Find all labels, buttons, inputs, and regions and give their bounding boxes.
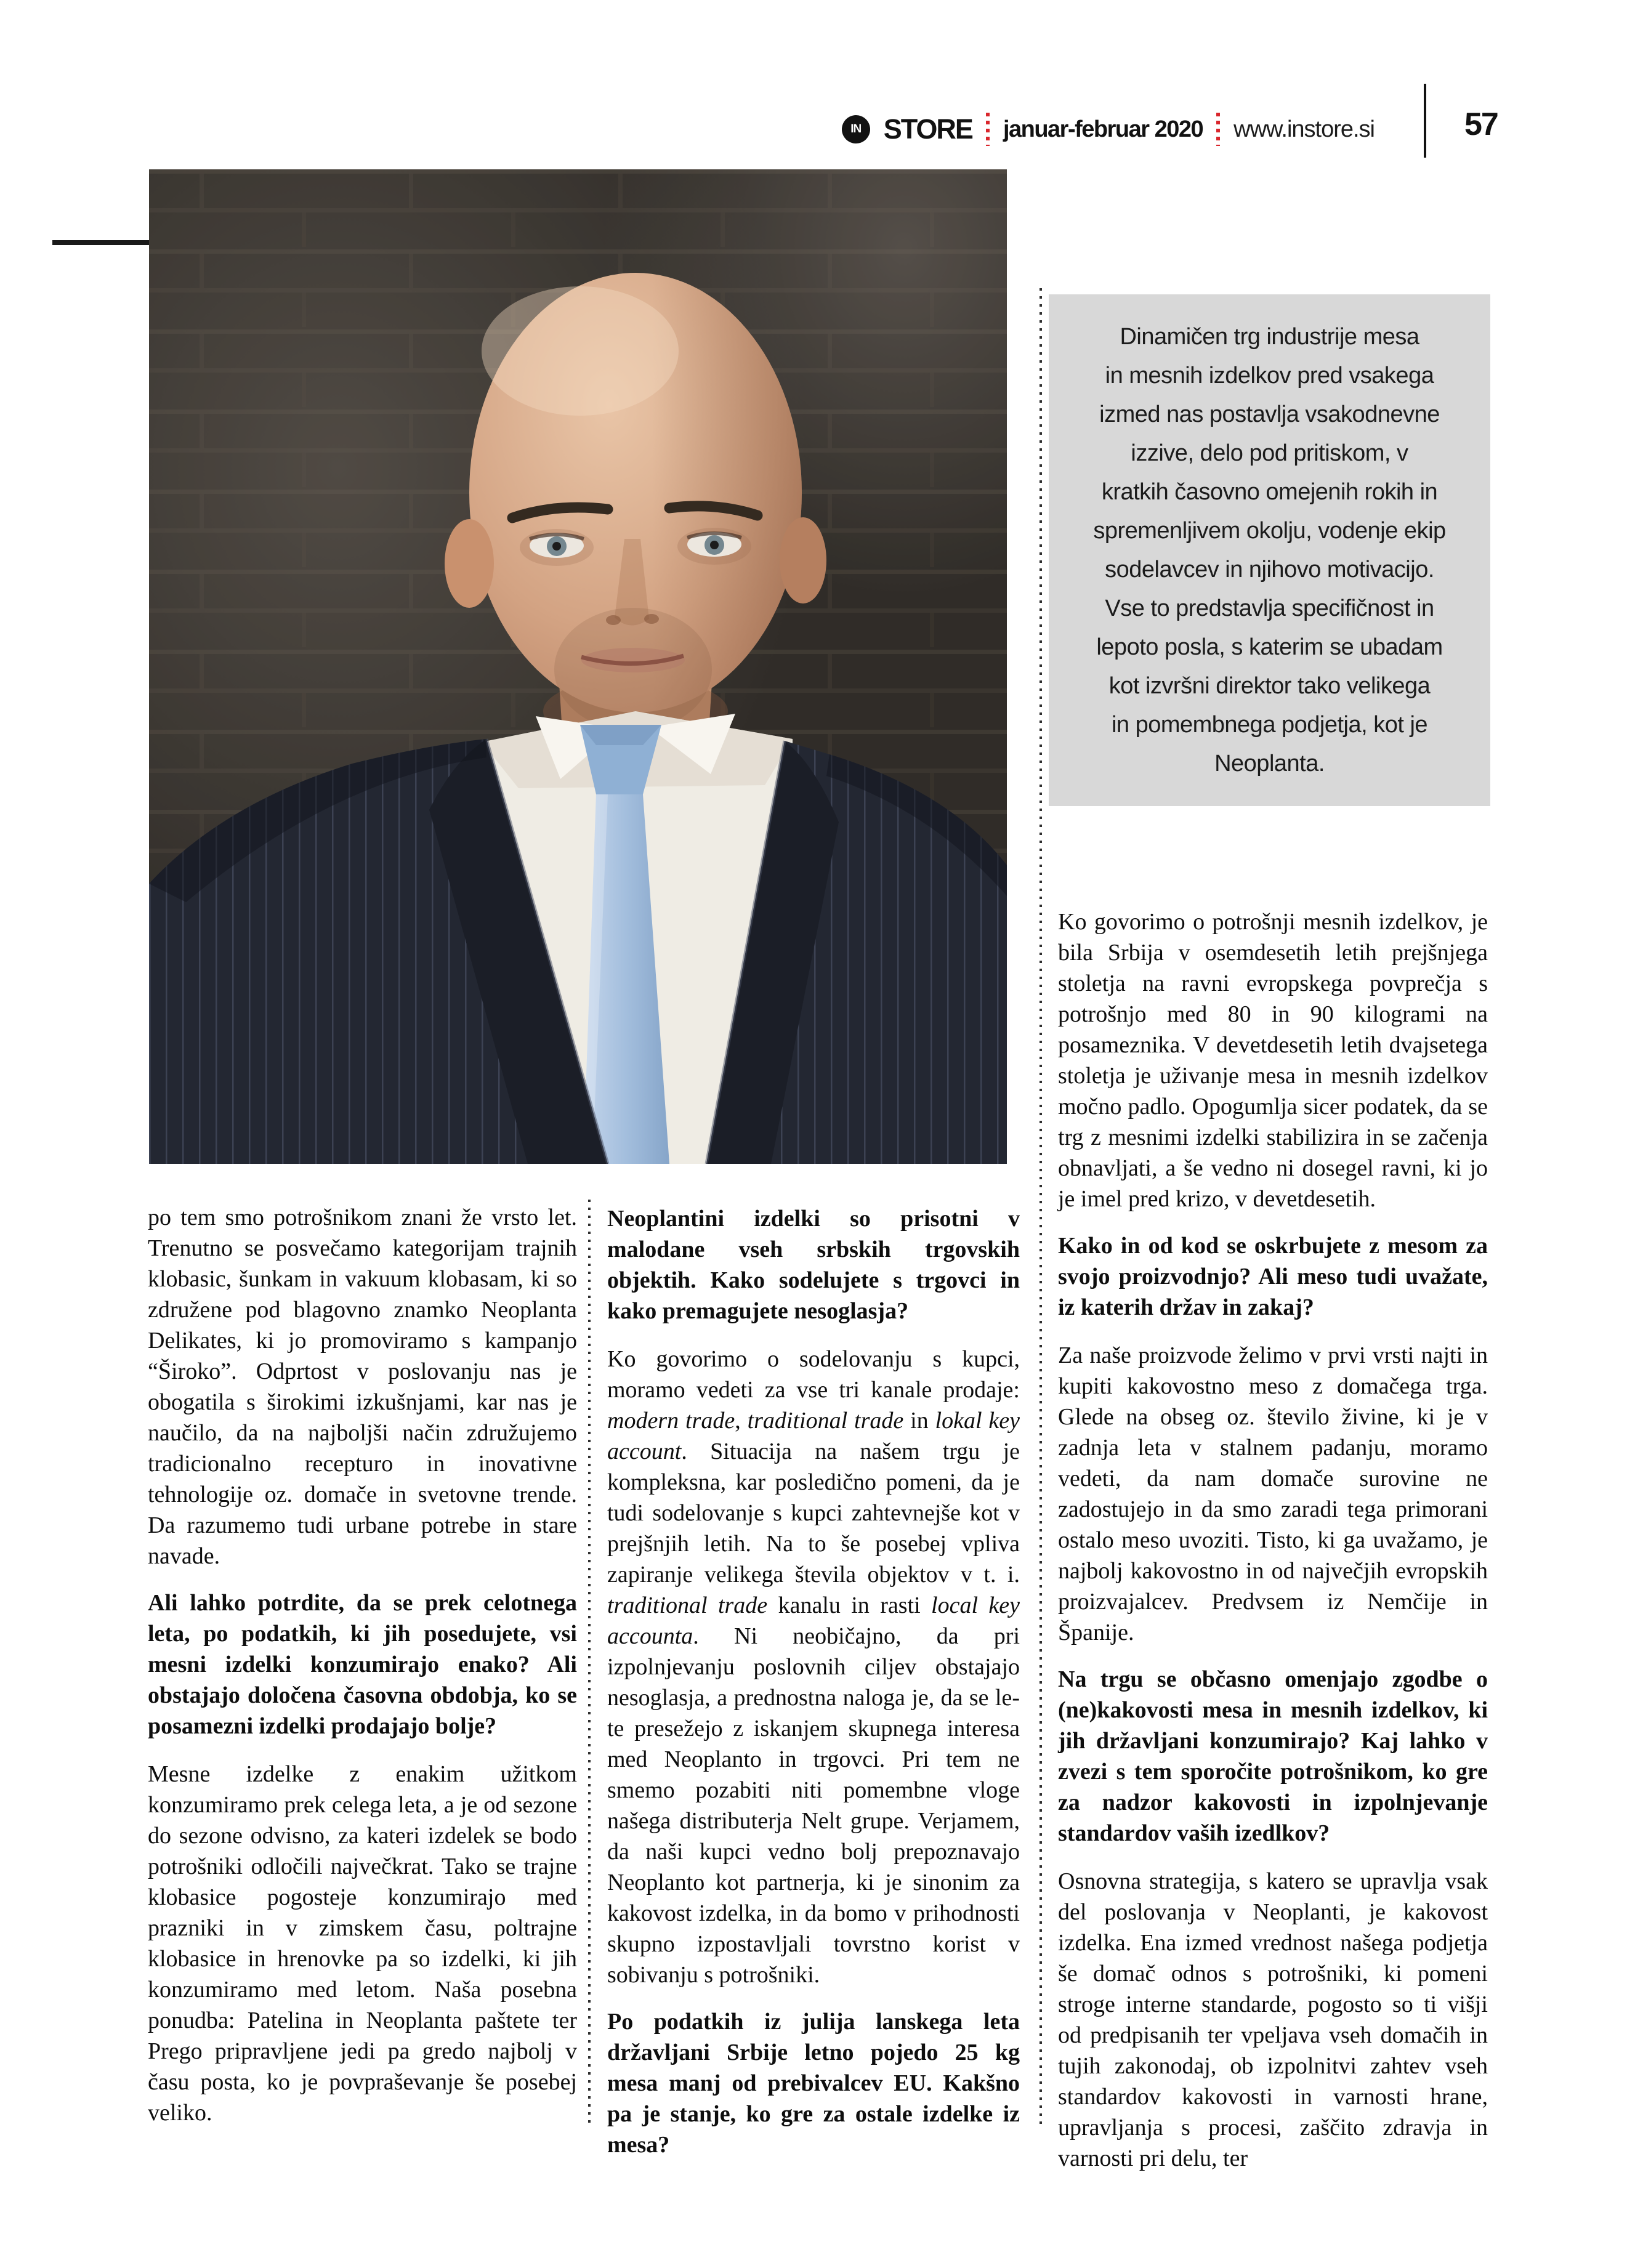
quote-line: Dinamičen trg industrije mesa xyxy=(1120,323,1419,350)
portrait-photo xyxy=(149,169,1007,1164)
quote-line: Neoplanta. xyxy=(1214,750,1325,777)
answer-paragraph: Osnovna strategija, s katero se upravlja vsak del poslovanja v Neoplanti, je kakovost izdelka. Ena izmed vrednost našega podjetja še domač odnos s potrošniki, ki pomeni stroge interne standarde, pogosto so ti višji od predpisanih ter vpeljava vseh domačih in tujih zakonodaj, ob izpolnitvi zahtev vseh standardov kakovosti in varnosti hrane, upravljanja s procesi, zaščito zdravja in varnosti pri delu, ter xyxy=(1058,1868,1488,2171)
quote-line: izmed nas postavlja vsakodnevne xyxy=(1099,401,1440,427)
header-divider-bar xyxy=(1424,84,1426,158)
answer-paragraph: Za naše proizvode želimo v prvi vrsti najti in kupiti kakovostno meso z domačega trga. Glede na obseg oz. število živine, ki je v zadnja leta v stalnem padanju, moramo vedeti, da nam domače surovine ne zadostujejo in da smo zaradi tega primorani ostalo meso uvoziti. Tisto, ki ga uvažamo, je najbolj kakovostno in od največjih evropskih proizvajalcev. Predvsem iz Nemčije in Španije. xyxy=(1058,1342,1488,1645)
magazine-logo-text: STORE xyxy=(883,113,972,145)
answer-text: kanalu in rasti xyxy=(767,1592,932,1618)
answer-text: . Situacija na našem trgu je kompleksna, kar posledično pomeni, da je tudi sodelovanje s kupci zahtevnejše kot v prejšnjih letih. Na to še posebej vpliva zapiranje velikega števila objektov v t. i. xyxy=(607,1439,1020,1588)
trade-term-italic: traditional trade xyxy=(747,1408,904,1434)
quote-line: kot izvršni direktor tako velikega xyxy=(1108,672,1431,699)
answer-paragraph: Mesne izdelke z enakim užitkom konzumiramo prek celega leta, a je od sezone do sezone odvisno, za kateri izdelek se bodo potrošniki odločili največkrat. Tako se trajne klobasice pogosteje konzumirajo med prazniki in v zimskem času, poltrajne klobasice in hrenovke pa so izdelki, ki jih konzumiramo med letom. Naša posebna ponudba: Patelina in Neoplanta paštete ter Prego pripravljene jedi pa gredo najbolj v času posta, ko je povpraševanje še posebej veliko. xyxy=(148,1761,577,2126)
quote-line: lepoto posla, s katerim se ubadam xyxy=(1096,634,1443,660)
quote-line: sodelavcev in njihovo motivacijo. xyxy=(1105,556,1434,583)
answer-paragraph: Ko govorimo o potrošnji mesnih izdelkov, je bila Srbija v osemdesetih letih prejšnjega stoletja na ravni evropskega povprečja s potrošnjo med 80 in 90 kilogrami na posameznika. V devetdesetih letih dvajsetega stoletja je uživanje mesa in mesnih izdelkov močno padlo. Opogumlja sicer podatek, da se trg z mesnimi izdelki stabilizira in se začenja obnavljati, a še vedno ni dosegel ravni, ki jo je imel pred krizo, v devetdesetih. xyxy=(1058,909,1488,1212)
page-header xyxy=(842,113,1375,146)
article-column-2 xyxy=(607,1202,1020,2177)
instore-logo-icon: IN xyxy=(842,115,870,143)
answer-text: in xyxy=(903,1408,935,1434)
article-column-1 xyxy=(148,1202,577,2144)
red-dotted-separator-icon xyxy=(986,113,990,146)
interview-question: Kako in od kod se oskrbujete z mesom za svojo proizvodnjo? Ali meso tudi uvažate, iz katerih držav in zakaj? xyxy=(1058,1233,1488,1320)
pull-quote-box xyxy=(1049,294,1490,806)
trade-term-italic: modern trade xyxy=(607,1408,735,1434)
trade-term-italic: traditional trade xyxy=(607,1592,768,1618)
quote-line: spremenljivem okolju, vodenje ekip xyxy=(1093,517,1446,544)
column-divider-dotted-1 xyxy=(588,1200,591,2126)
interview-question: Ali lahko potrdite, da se prek celotnega leta, po podatkih, ki jih posedujete, vsi mesni izdelki konzumirajo enako? Ali obstajajo določena časovna obdobja, ko se posamezni izdelki prodajajo bolje? xyxy=(148,1590,577,1739)
interview-question: Neoplantini izdelki so prisotni v malodane vseh srbskih trgovskih objektih. Kako sodelujete s trgovci in kako premagujete nesoglasja? xyxy=(607,1206,1020,1324)
quote-line: izzive, delo pod pritiskom, v xyxy=(1131,440,1408,466)
quote-line: in mesnih izdelkov pred vsakega xyxy=(1105,362,1434,389)
left-margin-rule xyxy=(52,240,150,245)
interview-question: Na trgu se občasno omenjajo zgodbe o (ne)kakovosti mesa in mesnih izdelkov, ki jih državljani konzumirajo? Kaj lahko v zvezi s tem sporočite potrošnikom, ko gre za nadzor kakovosti in izpolnjevanje standardov vaših izedlkov? xyxy=(1058,1666,1488,1846)
answer-text: Ko govorimo o sodelovanju s kupci, moramo vedeti za vse tri kanale prodaje: xyxy=(607,1346,1020,1403)
website-url: www.instore.si xyxy=(1233,116,1375,142)
article-column-3 xyxy=(1058,906,1488,2190)
answer-paragraph xyxy=(607,1344,1020,1990)
interview-question: Po podatkih iz julija lanskega leta državljani Srbije letno pojedo 25 kg mesa manj od prebivalcev EU. Kakšno pa je stanje, ko gre za ostale izdelke iz mesa? xyxy=(607,2009,1020,2158)
quote-line: Vse to predstavlja specifičnost in xyxy=(1105,595,1434,621)
red-dotted-separator-icon xyxy=(1216,113,1220,146)
trade-term-italic: lokal key account xyxy=(607,1408,1020,1464)
answer-text: , xyxy=(735,1408,748,1434)
quote-line: in pomembnega podjetja, kot je xyxy=(1111,711,1428,738)
answer-text: . Ni neobičajno, da pri izpolnjevanju poslovnih ciljev obstajajo nesoglasja, a prednostna naloga je, da se le-te presežejo z iskanjem skupnega interesa med Neoplanto in trgovci. Pri tem ne smemo pozabiti niti pomembne vloge našega distributerja Nelt grupe. Verjamem, da naši kupci vedno bolj prepoznavajo Neoplanto kot partnerja, ki je sinonim za kakovost izdelka, in da bomo v prihodnosti skupno izpostavljali tovrstno korist v sobivanju s potrošniki. xyxy=(607,1623,1020,1988)
issue-date: januar-februar 2020 xyxy=(1003,116,1203,142)
trade-term-italic: local key accounta xyxy=(607,1592,1020,1649)
quote-line: kratkih časovno omejenih rokih in xyxy=(1101,478,1438,505)
column-divider-dotted-2 xyxy=(1040,288,1042,2126)
page-number: 57 xyxy=(1464,107,1498,142)
answer-paragraph: po tem smo potrošnikom znani že vrsto let. Trenutno se posvečamo kategorijam trajnih klobasic, šunkam in vakuum klobasam, ki so združene pod blagovno znamko Neoplanta Delikates, ki jo promoviramo s kampanjo “Široko”. Odprtost v poslovanju nas je obogatila s širokimi izkušnjami, kar nas je naučilo, da na najboljši način združujemo tradicionalno recepturo in inovativne tehnologije oz. domače in svetovne trende. Da razumemo tudi urbane potrebe in stare navade. xyxy=(148,1205,577,1569)
